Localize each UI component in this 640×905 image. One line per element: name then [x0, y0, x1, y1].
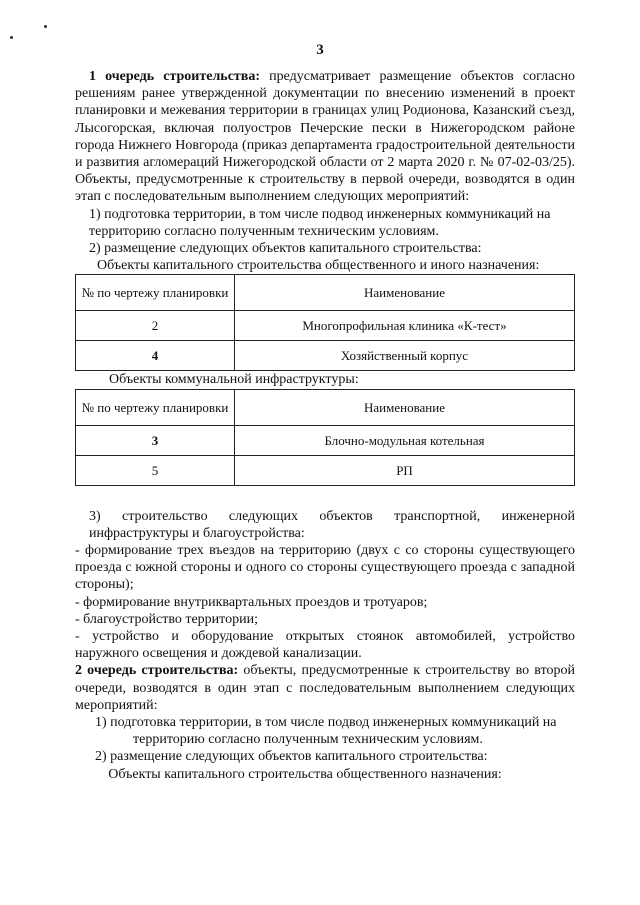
table-cell-name: Хозяйственный корпус: [235, 341, 575, 371]
page-number: 3: [316, 42, 324, 58]
table-header-row: [76, 275, 575, 311]
table-row: [76, 311, 575, 341]
table-cell-name: РП: [235, 455, 575, 485]
stage1-item2: 2) размещение следующих объектов капитального строительства:: [89, 241, 482, 257]
stage2-item1: 1) подготовка территории, в том числе подвод инженерных коммуникаций на: [95, 715, 557, 731]
table-row: [76, 341, 575, 371]
stage1-item1: 1) подготовка территории, в том числе подвод инженерных коммуникаций на территорию согласно полученным техническим условиям.: [89, 206, 551, 239]
stage2-paragraph: [75, 662, 575, 714]
stage1-intro: предусматривает размещение объектов согласно решениям ранее утвержденной документации по внесению изменений в проект планировки и межевания территории в границах улиц Родионова, Казанский съезд, Лысогорская, включая полуостров Печерские пески в Нижегородском районе города Нижнего Новгорода (приказ департамента градостроительной деятельности и развития агломераций Нижегородской области от 2 марта 2020 г. № 07-02-03/25). Объекты, предусмотренные к строительству в первой очереди, возводятся в один этап с последовательным выполнением следующих мероприятий:: [75, 69, 576, 205]
document-body: [75, 68, 575, 783]
bullet-item: - формирование трех въездов на территорию (двух с со стороны существующего проезда с южной стороны и одного со стороны существующего проезда с западной стороны);: [75, 543, 575, 593]
scan-speck: [44, 25, 47, 28]
scan-speck: [10, 36, 13, 39]
table-cell-name: Многопрофильная клиника «К-тест»: [235, 311, 575, 341]
stage2-item1-continuation: территорию согласно полученным техническим условиям.: [133, 732, 483, 748]
stage2-heading: 2 очередь строительства:: [75, 663, 239, 679]
table1-caption: Объекты капитального строительства общественного и иного назначения:: [97, 258, 540, 274]
table2-caption: Объекты коммунальной инфраструктуры:: [109, 372, 359, 388]
table-public-objects: [75, 274, 575, 371]
table-header-name: Наименование: [235, 389, 575, 425]
table-header-number: № по чертежу планировки: [76, 389, 235, 425]
table-row: [76, 455, 575, 485]
stage2-intro: объекты, предусмотренные к строительству во второй очереди, возводятся в один этап с последовательным выполнением следующих мероприятий:: [75, 663, 575, 713]
table-cell-number: 3: [76, 425, 235, 455]
table-cell-name: Блочно-модульная котельная: [235, 425, 575, 455]
stage2-table-caption: Объекты капитального строительства общественного назначения:: [108, 766, 502, 782]
table-header-row: [76, 389, 575, 425]
table-row: [76, 425, 575, 455]
stage2-item2: 2) размещение следующих объектов капитального строительства:: [95, 749, 488, 765]
table-cell-number: 5: [76, 455, 235, 485]
table-header-name: Наименование: [235, 275, 575, 311]
stage1-item3: 3) строительство следующих объектов транспортной, инженерной инфраструктуры и благоустройства:: [89, 508, 575, 541]
stage1-paragraph: [75, 68, 575, 206]
stage1-heading: 1 очередь строительства:: [89, 69, 261, 84]
bullet-item: - благоустройство территории;: [75, 611, 258, 627]
table-utility-objects: [75, 389, 575, 486]
table-cell-number: 4: [76, 341, 235, 371]
bullet-item: - формирование внутриквартальных проездов и тротуаров;: [75, 594, 428, 610]
table-cell-number: 2: [76, 311, 235, 341]
table-header-number: № по чертежу планировки: [76, 275, 235, 311]
bullet-item: - устройство и оборудование открытых стоянок автомобилей, устройство наружного освещения и дождевой канализации.: [75, 629, 575, 662]
